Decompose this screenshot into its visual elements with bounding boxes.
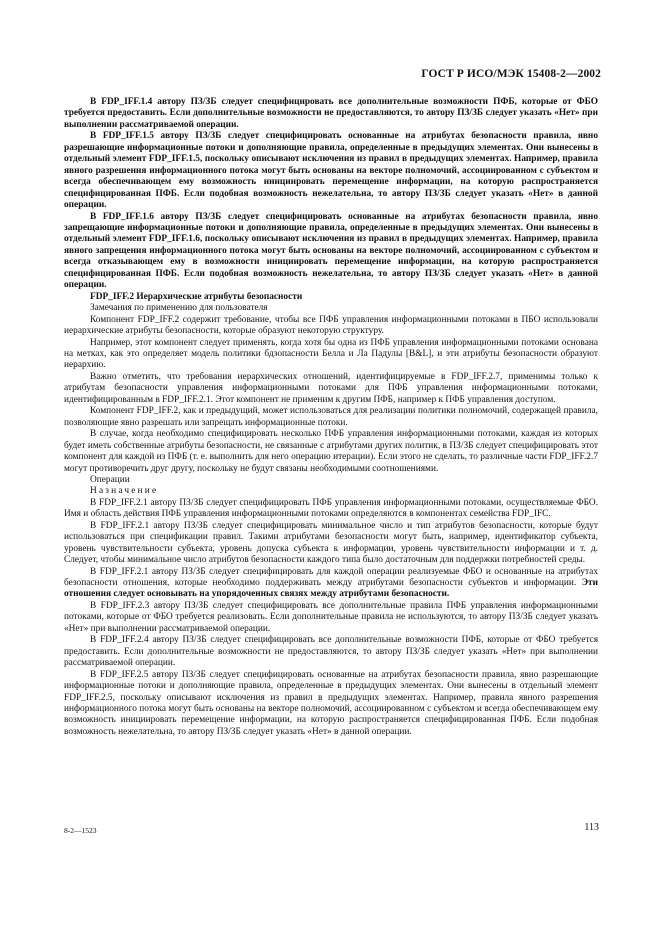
paragraph-fdp-iff-2-1-relations [64,567,598,601]
paragraph-fdp-iff-2-4: В FDP_IFF.2.4 автору ПЗ/ЗБ следует специфицировать все дополнительные возможности ПФБ, которые от ФБО требуется предоставить. Если дополнительные возможности не предоставляются, то автору ПЗ/ЗБ следует указать «Нет» при выполнении рассматриваемой операции. [64,635,598,669]
paragraph-hierarchy-note: Важно отметить, что требования иерархических отношений, идентифицируемые в FDP_IFF.2.7, применимы только к атрибутам безопасности управления информационными потоками для ПФБ управления информационными потоками, идентифицированным в FDP_IFF.2.1. Этот компонент не применим к другим ПФБ, например к ПФБ управления доступом. [64,371,598,405]
heading-title: Иерархические атрибуты безопасности [134,291,303,302]
paragraph-fdp-iff-2-1-attributes: В FDP_IFF.2.1 автору ПЗ/ЗБ следует специфицировать минимальное число и тип атрибутов безопасности, которые будут использоваться при спецификации правил. Такими атрибутами безопасности могут быть, например, идентификатор субъекта, уровень чувствительности субъекта, уровень допуска субъекта к информации, уровень чувствительности информации и т. д. Следует, чтобы минимальное число атрибутов безопасности каждого типа было достаточным для поддержки потребностей среды. [64,520,598,566]
paragraph-fdp-iff-1-6: В FDP_IFF.1.6 автору ПЗ/ЗБ следует специфицировать основанные на атрибутах безопасности правила, явно запрещающие информационные потоки и дополняющие правила, определенные в предыдущих элементах. Они вынесены в отдельный элемент FDP_IFF.1.6, поскольку описывают исключения из правил в предыдущих элементах. Например, правила явного запрещения информационного потока могут быть основаны на векторе полномочий, ассоциированном с субъектом и всегда отказывающем ему в возможности инициировать перемещение информации, на которую распространяется специфицированная ПФБ. Если подобная возможность нежелательна, то автору ПЗ/ЗБ следует указать «Нет» в данной операции. [64,211,598,291]
paragraph-authority-policy: Компонент FDP_IFF.2, как и предыдущий, может использоваться для реализации политики полномочий, содержащей правила, позволяющие явно разрешать или запрещать информационные потоки. [64,406,598,428]
relations-emphasis: Эти отношения следует основывать на упорядоченных связях между атрибутами безопасности. [64,578,598,600]
paragraph-fdp-iff-2-intro: Компонент FDP_IFF.2 содержит требование, чтобы все ПФБ управления информационными потоками в ПБО использовали иерархические атрибуты безопасности, которые образуют некоторую структуру. [64,314,598,337]
relations-text: В FDP_IFF.2.1 автору ПЗ/ЗБ следует специфицировать для каждой операции реализуемые ФБО и основанные на атрибутах безопасности отношения, которые необходимо поддерживать между атрибутами безопасности субъектов и информации. [64,566,598,589]
paragraph-operations-heading: Операции [90,474,130,485]
section-heading-fdp-iff-2 [64,292,598,303]
page-number: 113 [584,822,599,833]
body-text [64,97,598,738]
paragraph-fdp-iff-1-4: В FDP_IFF.1.4 автору ПЗ/ЗБ следует специфицировать все дополнительные возможности ПФБ, которые от ФБО требуется предоставить. Если дополнительные возможности не предоставляются, то автору ПЗ/ЗБ следует указать «Нет» при выполнении рассматриваемой операции. [64,97,598,130]
paragraph-iteration: В случае, когда необходимо специфицировать несколько ПФБ управления информационными потоками, каждая из которых будет иметь собственные атрибуты безопасности, не связанные с атрибутами других политик, в ПЗ/ЗБ следует специфицировать этот компонент для каждой из ПФБ (т. е. выполнить для него операцию итерации). Если этого не сделать, то различные части FDP_IFF.2.7 могут противоречить друг другу, поскольку не будут связаны необходимыми соотношениями. [64,429,598,474]
paragraph-fdp-iff-1-5: В FDP_IFF.1.5 автору ПЗ/ЗБ следует специфицировать основанные на атрибутах безопасности правила, явно разрешающие информационные потоки и дополняющие правила, определенные в предыдущих элементах. Они вынесены в отдельный элемент FDP_IFF.1.5, поскольку описывают исключения из правил в предыдущих элементах. Например, правила явного разрешения информационного потока могут быть основаны на векторе полномочий, ассоциированном с субъектом и всегда обеспечивающем ему возможность инициировать перемещение информации, на которую распространяется специфицированная ПФБ. Если подобная возможность нежелательна, то автору ПЗ/ЗБ следует указать «Нет» в данной операции. [64,131,598,211]
paragraph-fdp-iff-2-1-sfp: В FDP_IFF.2.1 автору ПЗ/ЗБ следует специфицировать ПФБ управления информационными потоками, осуществляемые ФБО. Имя и область действия ПФБ управления информационными потоками определяются в компонентах семейства FDP_IFC. [64,497,598,520]
paragraph-fdp-iff-2-5: В FDP_IFF.2.5 автору ПЗ/ЗБ следует специфицировать основанные на атрибутах безопасности правила, явно разрешающие информационные потоки и дополняющие правила, определенные в предыдущих элементах. Они вынесены в отдельный элемент FDP_IFF.2.5, поскольку описывают исключения из правил в предыдущих элементах. Например, правила явного разрешения информационного потока могут быть основаны на векторе полномочий, ассоциированном с субъектом и всегда обеспечивающем ему возможность инициировать перемещение информации, на которую распространяется специфицированная ПФБ. Если подобная возможность нежелательна, то автору ПЗ/ЗБ следует указать «Нет» в данной операции. [64,669,598,737]
paragraph-fdp-iff-2-3: В FDP_IFF.2.3 автору ПЗ/ЗБ следует специфицировать все дополнительные правила ПФБ управления информационными потоками, которые от ФБО требуется реализовать. Если дополнительные правила не используются, то автору ПЗ/ЗБ следует указать «Нет» при выполнении рассматриваемой операции. [64,600,598,634]
paragraph-example-bell-lapadula: Например, этот компонент следует применять, когда хотя бы одна из ПФБ управления информационными потоками основана на метках, как это определяет модель политики бдзопасности Белла и Ла Падулы [B&L], и эти атрибуты безопасности образуют иерархию. [64,337,598,371]
paragraph-notes-heading: Замечания по применению для пользователя [90,303,268,314]
paragraph-assignment-heading: Назначение [90,486,159,497]
standard-header: ГОСТ Р ИСО/МЭК 15408-2—2002 [421,68,601,80]
heading-code: FDP_IFF.2 [90,291,135,302]
print-code: 8-2—1523 [64,826,97,835]
